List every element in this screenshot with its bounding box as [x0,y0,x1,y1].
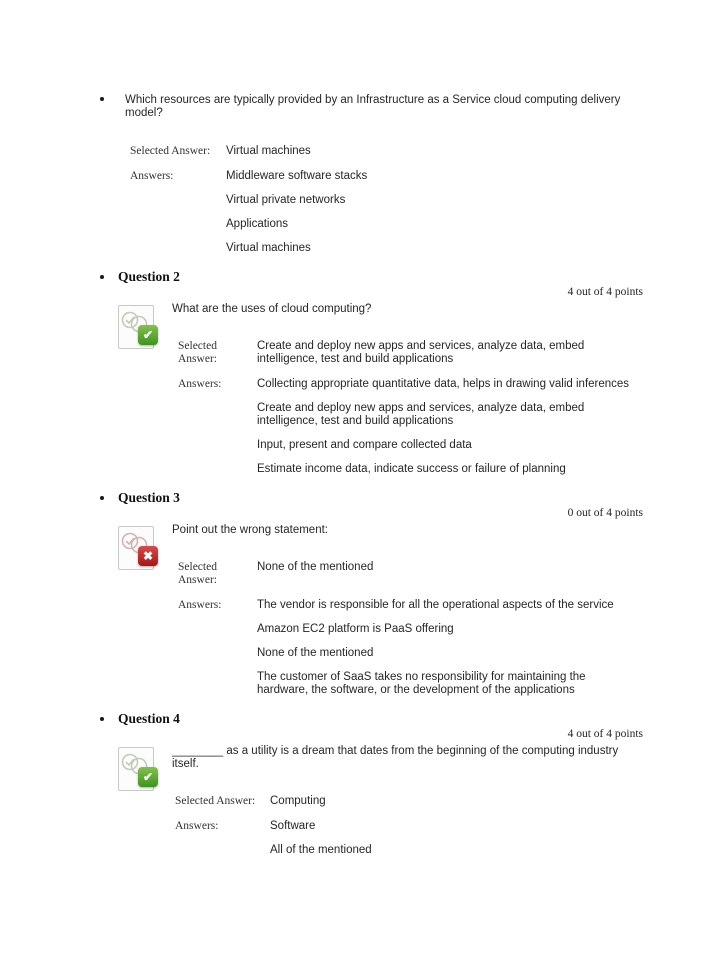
answer-option: Input, present and compare collected data [257,439,472,451]
answers-table [178,561,643,697]
selected-answer-label: Selected Answer: [178,561,217,586]
selected-answer-label: Selected Answer: [178,340,217,365]
points-row [100,286,643,299]
answers-label: Answers: [178,378,222,390]
answer-options-list [257,599,635,697]
list-bullet-icon [100,717,104,721]
question-result-icon [118,745,164,795]
points-row [100,728,643,741]
answers-table [130,145,643,255]
answer-option: Estimate income data, indicate success or failure of planning [257,463,566,475]
answer-options-list [257,378,635,476]
check-icon: ✔ [138,325,158,345]
selected-answer-value: Computing [270,795,326,807]
answer-option: The customer of SaaS takes no responsibility for maintaining the hardware, the software, or the development of the applications [257,671,586,696]
answers-label: Answers: [178,599,222,611]
question-result-icon [118,524,164,574]
question-3-section [100,490,643,697]
question-heading-row [100,490,643,505]
selected-answer-value: Create and deploy new apps and services, analyze data, embed intelligence, test and build applications [257,340,585,365]
answer-option: All of the mentioned [270,844,372,856]
answers-label: Answers: [130,170,174,182]
question-heading: Question 4 [118,711,180,726]
list-bullet-icon [100,97,104,101]
question-body-row [118,745,643,784]
question-text: Which resources are typically provided by an Infrastructure as a Service cloud computing delivery model? [125,94,621,119]
answers-row [130,170,643,255]
question-heading-row [100,711,643,726]
question-body-row [118,303,643,342]
points-label: 0 out of 4 points [567,507,643,519]
selected-answer-row [130,145,643,158]
selected-answer-label: Selected Answer: [175,795,256,807]
answers-row [175,820,643,857]
answers-row [178,599,643,697]
question-text: What are the uses of cloud computing? [172,303,372,315]
answer-option: Amazon EC2 platform is PaaS offering [257,623,454,635]
points-label: 4 out of 4 points [567,286,643,298]
answers-label: Answers: [175,820,219,832]
answers-row [178,378,643,476]
selected-answer-value: Virtual machines [226,145,311,157]
selected-answer-row [178,561,643,587]
answer-options-list [270,820,372,857]
selected-answer-row [175,795,643,808]
question-heading: Question 3 [118,490,180,505]
list-bullet-icon [100,275,104,279]
answer-option: Middleware software stacks [226,170,368,182]
question-result-icon [118,303,164,353]
answers-table [178,340,643,476]
answer-option: Collecting appropriate quantitative data, helps in drawing valid inferences [257,378,630,390]
answer-option: Software [270,820,316,832]
question-text: Point out the wrong statement: [172,524,328,536]
question-heading-row [100,269,643,284]
selected-answer-value: None of the mentioned [257,561,374,573]
selected-answer-row [178,340,643,366]
question-4-section [100,711,643,857]
points-label: 4 out of 4 points [567,728,643,740]
question-body-row [118,524,643,563]
answer-option: Virtual machines [226,242,311,254]
list-bullet-icon [100,496,104,500]
answer-options-list [226,170,367,255]
answer-option: Virtual private networks [226,194,346,206]
selected-answer-label: Selected Answer: [130,145,211,157]
answer-option: Create and deploy new apps and services, analyze data, embed intelligence, test and build applications [257,402,585,427]
answers-table [175,795,643,857]
cross-icon: ✖ [138,546,158,566]
question-text: ________ as a utility is a dream that dates from the beginning of the computing industry itself. [172,745,619,770]
question-1-section [100,94,643,255]
answer-option: Applications [226,218,289,230]
question-heading: Question 2 [118,269,180,284]
answer-option: The vendor is responsible for all the operational aspects of the service [257,599,614,611]
question-2-section [100,269,643,476]
answer-option: None of the mentioned [257,647,374,659]
check-icon: ✔ [138,767,158,787]
points-row [100,507,643,520]
